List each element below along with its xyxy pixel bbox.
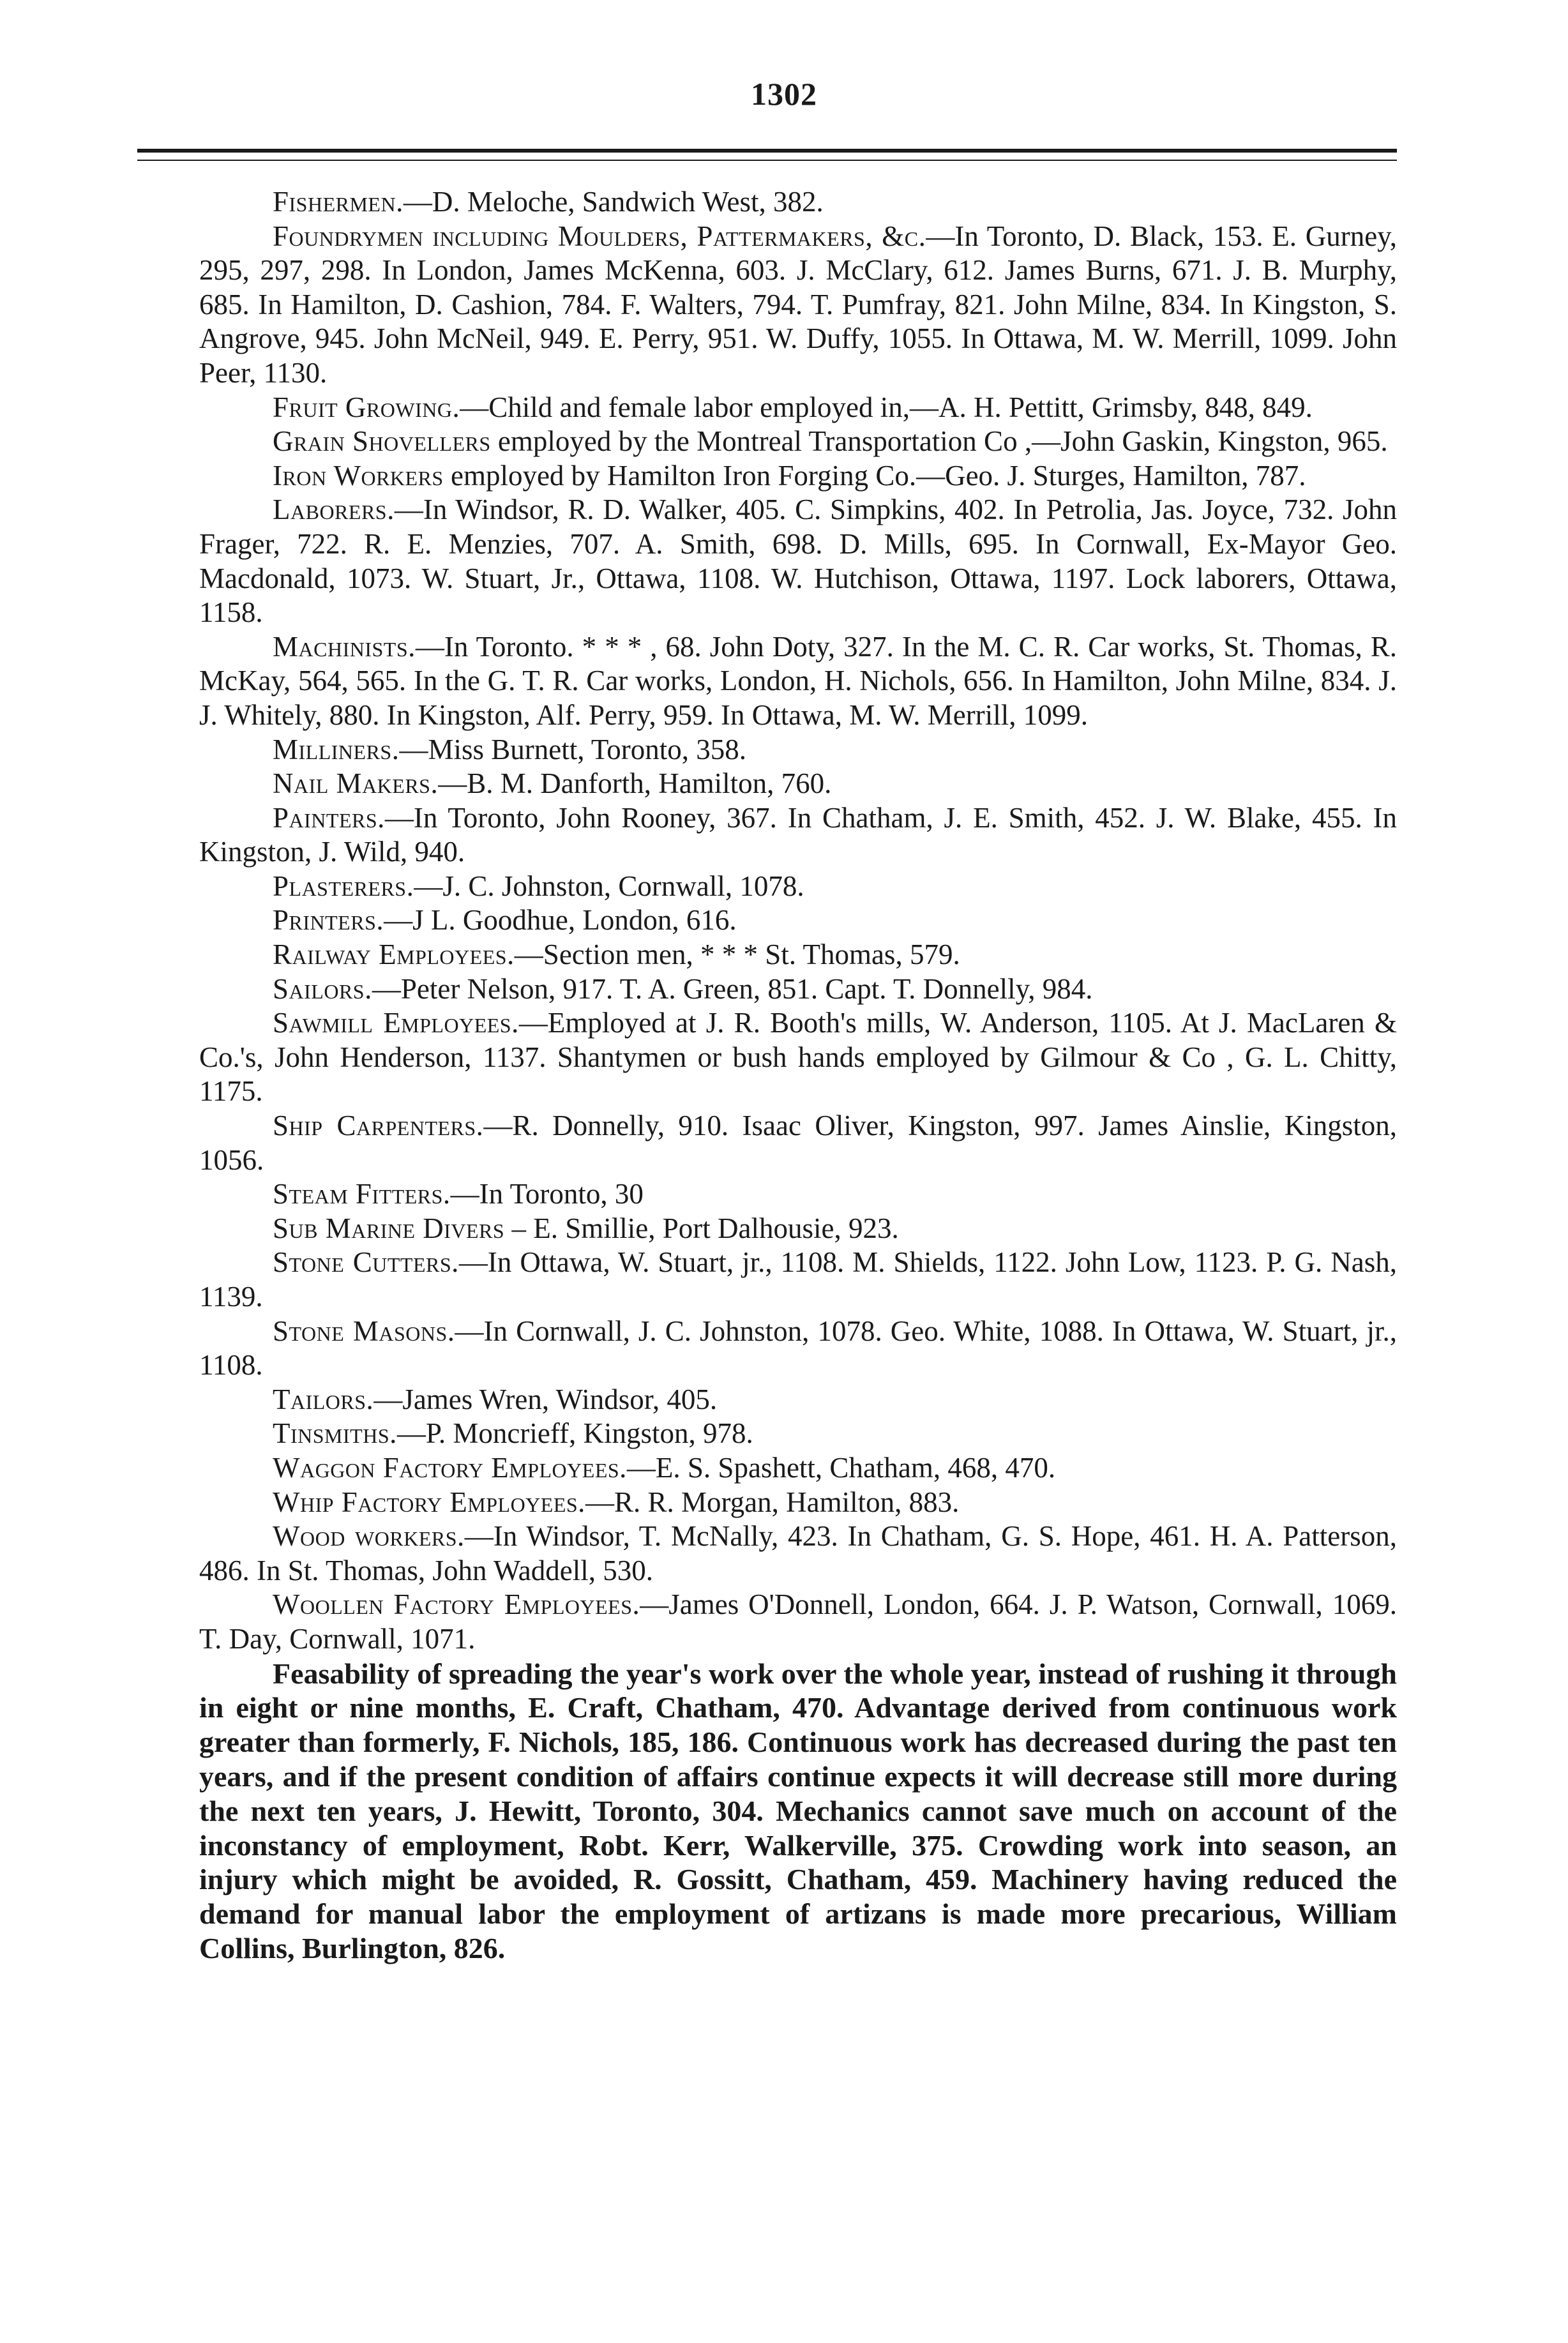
entry-tailors — [199, 1383, 1397, 1417]
entry-printers — [199, 903, 1397, 938]
entry-woollen-factory — [199, 1588, 1397, 1656]
entry-tinsmiths — [199, 1417, 1397, 1451]
entry-heading: Stone Masons. — [273, 1315, 455, 1347]
entry-foundrymen — [199, 220, 1397, 391]
entry-laborers — [199, 493, 1397, 629]
entry-text: —P. Moncrieff, Kingston, 978. — [396, 1417, 753, 1450]
entry-text: —Miss Burnett, Toronto, 358. — [399, 733, 747, 765]
entry-text: employed by the Montreal Transportation Co ,—John Gaskin, Kingston, 965. — [490, 425, 1388, 458]
entry-heading: Sub Marine Divers — [273, 1212, 505, 1244]
index-body — [199, 185, 1397, 1966]
entry-heading: Fishermen. — [273, 186, 403, 218]
entry-heading: Painters. — [273, 801, 385, 834]
header-rule-thin — [137, 160, 1397, 161]
entry-whip-factory — [199, 1486, 1397, 1520]
entry-text: —In Windsor, T. McNally, 423. In Chatham, G. S. Hope, 461. H. A. Patterson, 486. In St. Thomas, John Waddell, 530. — [199, 1520, 1397, 1586]
entry-heading: Ship Carpenters. — [273, 1110, 484, 1142]
entry-stone-masons — [199, 1315, 1397, 1383]
entry-heading: Waggon Factory Employees. — [273, 1451, 627, 1484]
entry-heading: Iron Workers — [273, 459, 444, 492]
entry-heading: Tailors. — [273, 1383, 374, 1415]
entry-steam-fitters — [199, 1177, 1397, 1212]
entry-text: —J. C. Johnston, Cornwall, 1078. — [414, 870, 804, 902]
entry-text: —In Cornwall, J. C. Johnston, 1078. Geo. White, 1088. In Ottawa, W. Stuart, jr., 1108. — [199, 1315, 1397, 1382]
entry-text: – E. Smillie, Port Dalhousie, 923. — [504, 1212, 899, 1244]
entry-milliners — [199, 733, 1397, 767]
entry-text: —In Windsor, R. D. Walker, 405. C. Simpkins, 402. In Petrolia, Jas. Joyce, 732. John Frager, 722. R. E. Menzies, 707. A. Smith, 698. D. Mills, 695. In Cornwall, Ex-Mayor Geo. Macdonald, 1073. W. Stuart, Jr., Ottawa, 1108. W. Hutchison, Ottawa, 1197. Lock laborers, Ottawa, 1158. — [199, 493, 1397, 629]
entry-grain-shovellers — [199, 425, 1397, 459]
entry-heading: Wood workers. — [273, 1520, 465, 1553]
entry-heading: Tinsmiths. — [273, 1417, 397, 1450]
entry-ship-carpenters — [199, 1109, 1397, 1177]
entry-text: —D. Meloche, Sandwich West, 382. — [403, 186, 824, 218]
entry-text: —Section men, * * * St. Thomas, 579. — [514, 938, 960, 971]
entry-heading: Stone Cutters. — [273, 1246, 459, 1279]
entry-text: —In Toronto, D. Black, 153. E. Gurney, 295, 297, 298. In London, James McKenna, 603. J. McClary, 612. James Burns, 671. J. B. Murphy, 685. In Hamilton, D. Cashion, 784. F. Walters, 794. T. Pumfray, 821. John Milne, 834. In Kingston, S. Angrove, 945. John McNeil, 949. E. Perry, 951. W. Duffy, 1055. In Ottawa, M. W. Merrill, 1099. John Peer, 1130. — [199, 220, 1397, 389]
entry-heading: Foundrymen including Moulders, Pattermakers, &c. — [273, 220, 926, 252]
entry-machinists — [199, 630, 1397, 733]
entry-heading: Printers. — [273, 904, 384, 937]
continuous-work-paragraph: Feasability of spreading the year's work over the whole year, instead of rushing it through in eight or nine months, E. Craft, Chatham, 470. Advantage derived from continuous work greater than formerly, F. Nichols, 185, 186. Continuous work has decreased during the past ten years, and if the present condition of affairs continue expects it will decrease still more during the next ten years, J. Hewitt, Toronto, 304. Mechanics cannot save much on account of the inconstancy of employment, Robt. Kerr, Walkerville, 375. Crowding work into season, an injury which might be avoided, R. Gossitt, Chatham, 459. Machinery having reduced the demand for manual labor the employment of artizans is made more precarious, William Collins, Burlington, 826. — [199, 1657, 1397, 1964]
entry-heading: Steam Fitters. — [273, 1178, 451, 1210]
entry-heading: Railway Employees. — [273, 938, 515, 971]
entry-text: —R. Donnelly, 910. Isaac Oliver, Kingston, 997. James Ainslie, Kingston, 1056. — [199, 1110, 1398, 1176]
entry-heading: Woollen Factory Employees. — [273, 1588, 640, 1621]
entry-text: —J L. Goodhue, London, 616. — [384, 904, 737, 937]
entry-waggon-factory — [199, 1451, 1397, 1486]
entry-heading: Laborers. — [273, 493, 395, 526]
entry-text: —Child and female labor employed in,—A. H. Pettitt, Grimsby, 848, 849. — [460, 391, 1313, 423]
entry-text: employed by Hamilton Iron Forging Co.—Geo. J. Sturges, Hamilton, 787. — [443, 459, 1306, 492]
entry-heading: Grain Shovellers — [273, 425, 491, 458]
entry-heading: Nail Makers. — [273, 767, 439, 800]
entry-nail-makers — [199, 767, 1397, 801]
entry-fishermen — [199, 185, 1397, 220]
entry-text: —In Toronto, John Rooney, 367. In Chatham, J. E. Smith, 452. J. W. Blake, 455. In Kingston, J. Wild, 940. — [199, 801, 1397, 868]
entry-heading: Machinists. — [273, 630, 416, 663]
entry-fruit-growing — [199, 391, 1397, 425]
entry-text: —James O'Donnell, London, 664. J. P. Watson, Cornwall, 1069. T. Day, Cornwall, 1071. — [199, 1588, 1397, 1655]
entry-sawmill-employees — [199, 1006, 1397, 1109]
entry-sailors — [199, 972, 1397, 1007]
entry-text: —In Toronto. * * * , 68. John Doty, 327. In the M. C. R. Car works, St. Thomas, R. McKay, 564, 565. In the G. T. R. Car works, London, H. Nichols, 656. In Hamilton, John Milne, 834. J. J. Whitely, 880. In Kingston, Alf. Perry, 959. In Ottawa, M. W. Merrill, 1099. — [199, 630, 1397, 731]
entry-text: —R. R. Morgan, Hamilton, 883. — [585, 1486, 960, 1518]
entry-painters — [199, 801, 1397, 870]
entry-wood-workers — [199, 1519, 1397, 1588]
entry-heading: Sailors. — [273, 972, 372, 1005]
entry-stone-cutters — [199, 1246, 1397, 1314]
entry-heading: Plasterers. — [273, 870, 414, 902]
entry-heading: Milliners. — [273, 733, 400, 765]
entry-sub-marine-divers — [199, 1212, 1397, 1246]
entry-text: —In Ottawa, W. Stuart, jr., 1108. M. Shields, 1122. John Low, 1123. P. G. Nash, 1139. — [199, 1246, 1397, 1313]
entry-text: —In Toronto, 30 — [450, 1178, 644, 1210]
entry-iron-workers — [199, 459, 1397, 493]
entry-text: —Employed at J. R. Booth's mills, W. Anderson, 1105. At J. MacLaren & Co.'s, John Henderson, 1137. Shantymen or bush hands employed by Gilmour & Co , G. L. Chitty, 1175. — [199, 1007, 1397, 1108]
entry-railway-employees — [199, 938, 1397, 972]
entry-text: —B. M. Danforth, Hamilton, 760. — [438, 767, 832, 800]
entry-heading: Sawmill Employees. — [273, 1007, 519, 1039]
entry-heading: Whip Factory Employees. — [273, 1486, 585, 1518]
entry-text: —Peter Nelson, 917. T. A. Green, 851. Capt. T. Donnelly, 984. — [372, 972, 1093, 1005]
entry-heading: Fruit Growing. — [273, 391, 460, 423]
entry-text: —James Wren, Windsor, 405. — [373, 1383, 718, 1415]
entry-text: —E. S. Spashett, Chatham, 468, 470. — [626, 1451, 1056, 1484]
page-number: 1302 — [751, 76, 817, 112]
header-rule-thick — [137, 149, 1397, 153]
entry-plasterers — [199, 870, 1397, 904]
